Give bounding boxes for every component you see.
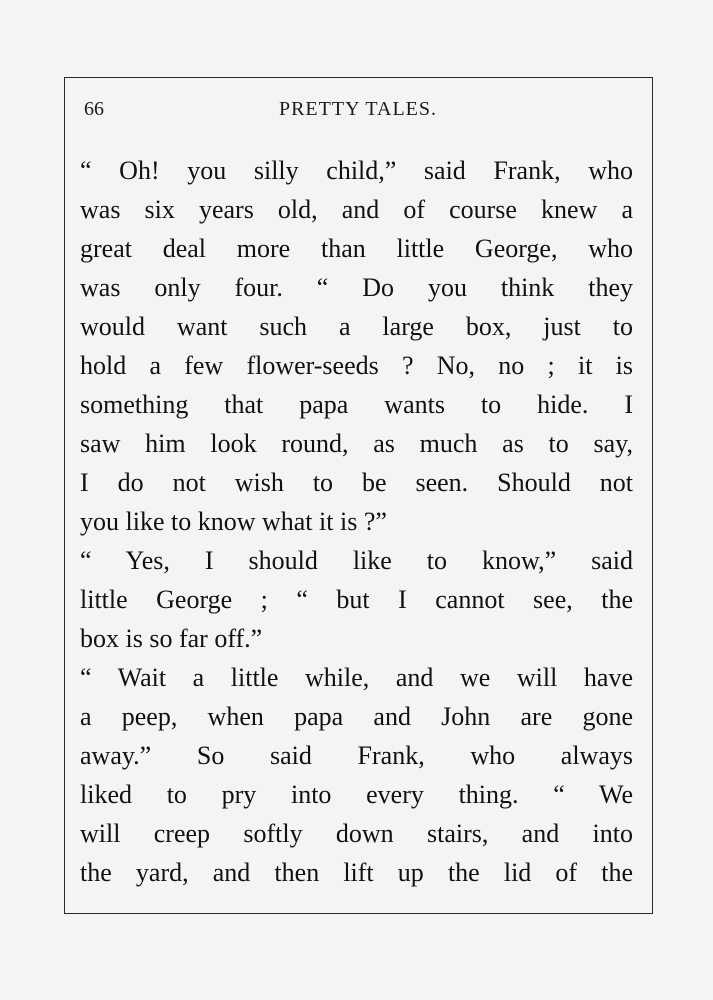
text-line: little George ; “ but I cannot see, the	[80, 585, 633, 614]
body-text	[80, 151, 633, 892]
text-line: the yard, and then lift up the lid of the	[80, 858, 633, 887]
page-header	[80, 96, 636, 130]
text-line: great deal more than little George, who	[80, 234, 633, 263]
text-line: “ Oh! you silly child,” said Frank, who	[80, 156, 633, 185]
text-line: was six years old, and of course knew a	[80, 195, 633, 224]
text-line: was only four. “ Do you think they	[80, 273, 633, 302]
text-line: hold a few flower-seeds ? No, no ; it is	[80, 351, 633, 380]
text-line: saw him look round, as much as to say,	[80, 429, 633, 458]
text-line: “ Yes, I should like to know,” said	[80, 546, 633, 575]
text-line: “ Wait a little while, and we will have	[80, 663, 633, 692]
text-line: would want such a large box, just to	[80, 312, 633, 341]
text-line: I do not wish to be seen. Should not	[80, 468, 633, 497]
text-line: something that papa wants to hide. I	[80, 390, 633, 419]
page-number: 66	[84, 98, 104, 120]
text-line: a peep, when papa and John are gone	[80, 702, 633, 731]
text-line: will creep softly down stairs, and into	[80, 819, 633, 848]
text-line: away.” So said Frank, who always	[80, 741, 633, 770]
text-line: liked to pry into every thing. “ We	[80, 780, 633, 809]
running-title: PRETTY TALES.	[278, 98, 438, 120]
text-line: you like to know what it is ?”	[80, 507, 387, 536]
text-line: box is so far off.”	[80, 624, 263, 653]
